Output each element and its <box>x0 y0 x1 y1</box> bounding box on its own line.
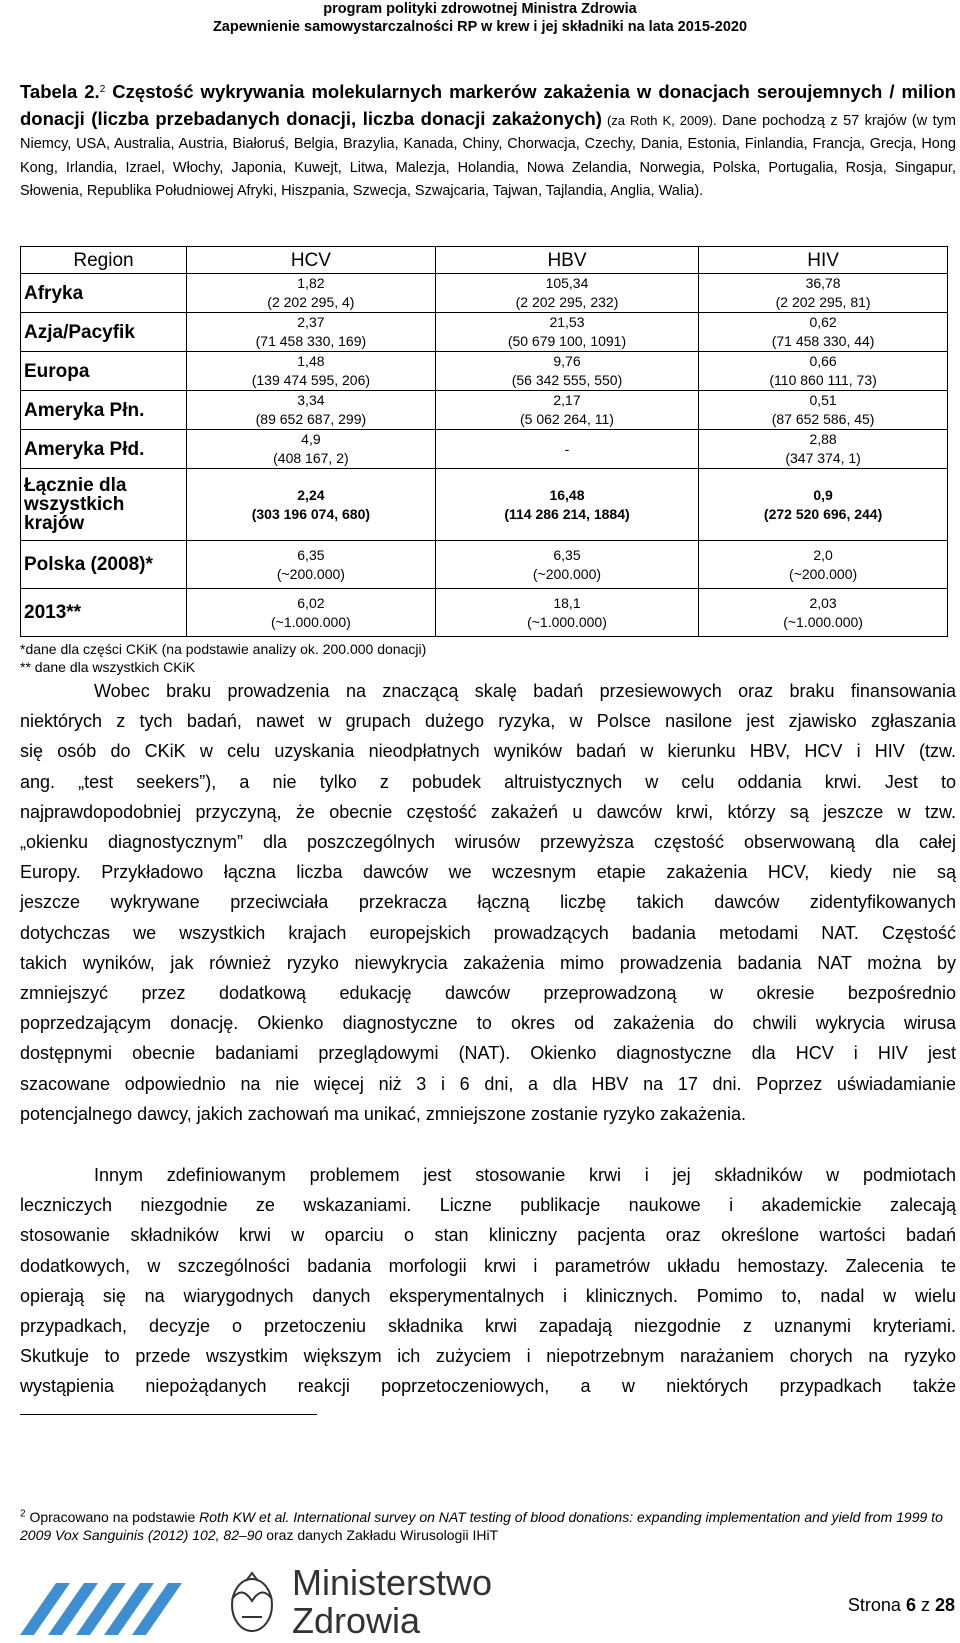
page-current: 6 <box>905 1595 916 1615</box>
cell-hbv <box>435 541 698 589</box>
col-hiv: HIV <box>699 247 948 274</box>
markers-table <box>20 246 948 637</box>
caption-text: Dane pochodzą z 57 krajów (w tym Niemcy, USA, Australia, Austria, Białoruś, Belgia, Brazylia, Kanada, Chiny, Chorwacja, Czechy, Dania, Estonia, Finlandia, Francja, Grecja, Hong Kong, Irlandia, Izrael, Włochy, Japonia, Kuwejt, Litwa, Malezja, Holandia, Nowa Zelandia, Norwegia, Polska, Portugalia, Rosja, Singapur, Słowenia, Republika Południowej Afryki, Hiszpania, Szwecja, Szwajcaria, Tajwan, Tajlandia, Anglia, Walia). <box>20 112 956 199</box>
cell-hcv <box>187 391 436 430</box>
header-program: program polityki zdrowotnej Ministra Zdrowia <box>323 1 637 17</box>
paragraph-line: ang. „test seekers”), a nie tylko z pobudek altruistycznych w celu oddania krwi. Jest to <box>20 771 956 792</box>
cell-value: 1,48 <box>297 353 325 369</box>
cell-hbv <box>435 469 698 541</box>
col-region: Region <box>21 247 187 274</box>
cell-hbv <box>435 352 698 391</box>
paragraph-line: leczniczych niezgodnie ze wskazaniami. Liczne publikacje naukowe i akademickie zalecają <box>20 1195 956 1216</box>
paragraph-line: potencjalnego dawcy, jakich zachowań ma unikać, zmniejszone zostanie ryzyko zakażenia. <box>20 1103 747 1124</box>
cell-counts: (87 652 586, 45) <box>771 411 875 427</box>
cell-value: 1,82 <box>297 275 325 291</box>
cell-value: 2,17 <box>553 392 581 408</box>
logo-text-line2: Zdrowia <box>292 1600 421 1635</box>
cell-hiv <box>699 541 948 589</box>
paragraph-line: jeszcze wykrywane przeciwciała przekracza łączną liczbę takich dawców zidentyfikowanych <box>20 892 956 913</box>
footnote <box>20 1508 956 1544</box>
footnote-prefix: Opracowano na podstawie <box>25 1509 200 1525</box>
paragraph-line: dostępnymi obecnie badaniami przeglądowymi (NAT). Okienko diagnostyczne dla HCV i HIV jest <box>20 1043 956 1064</box>
cell-hcv <box>187 313 436 352</box>
cell-value: 0,9 <box>813 486 833 503</box>
page-header <box>0 0 960 36</box>
cell-value: 36,78 <box>805 275 841 291</box>
paragraph-line: opierają się na wiarygodnych danych eksperymentalnych i klinicznych. Pomimo to, nadal w wielu <box>20 1285 956 1306</box>
cell-counts: (~200.000) <box>276 565 345 582</box>
cell-counts: (272 520 696, 244) <box>763 505 883 522</box>
page-label: Strona <box>847 1595 906 1615</box>
cell-counts: (2 202 295, 81) <box>775 294 871 310</box>
eagle-emblem-icon <box>232 1573 272 1631</box>
cell-region: Ameryka Płn. <box>21 391 187 430</box>
table-row <box>21 352 948 391</box>
cell-value: 6,02 <box>297 594 325 611</box>
cell-value: 9,76 <box>553 353 581 369</box>
cell-hiv <box>699 352 948 391</box>
page-total: 28 <box>934 1595 955 1615</box>
footnote-suffix: oraz danych Zakładu Wirusologii IHiT <box>262 1527 499 1543</box>
cell-counts: (50 679 100, 1091) <box>507 333 627 349</box>
cell-value: 2,24 <box>297 486 325 503</box>
cell-counts: (2 202 295, 4) <box>267 294 355 310</box>
cell-hiv <box>699 391 948 430</box>
paragraph-line: poprzedzającym donację. Okienko diagnostyczne to okres od zakażenia do chwili wykrycia wirusa <box>20 1013 956 1034</box>
cell-hiv <box>699 313 948 352</box>
paragraph-line: najprawdopodobniej przyczyną, że obecnie częstość zakażeń u dawców krwi, którzy są jeszcze w tzw. <box>20 801 956 822</box>
cell-value: 6,35 <box>297 546 325 563</box>
cell-hcv <box>187 352 436 391</box>
paragraph-line: niektórych z tych badań, nawet w grupach dużego ryzyka, w Polsce nasilone jest zjawisko zgłaszania <box>20 711 956 732</box>
table-caption <box>20 80 956 204</box>
cell-region: Ameryka Płd. <box>21 430 187 469</box>
cell-region: 2013** <box>21 589 187 637</box>
cell-value: 6,35 <box>553 546 581 563</box>
logo-text-line1: Ministerstwo <box>292 1562 493 1603</box>
header-title: Zapewnienie samowystarczalności RP w krew i jej składniki na lata 2015-2020 <box>212 19 748 35</box>
table-row <box>21 541 948 589</box>
footnote-citation: Roth KW et al. International survey on NAT testing of blood donations: expanding implementation and yield from 1999 to 2009 Vox Sanguinis (2012) 102, 82–90 <box>20 1509 943 1543</box>
cell-hcv <box>187 469 436 541</box>
cell-counts: (303 196 074, 680) <box>251 505 371 522</box>
caption-title: Częstość wykrywania molekularnych markerów zakażenia w donacjach seroujemnych / milion donacji (liczba przebadanych donacji, liczba donacji zakażonych) <box>20 81 956 129</box>
paragraph-line: przypadkach, decyzje o przetoczeniu składnika krwi zapadają niezgodnie z uznanymi kryteriami. <box>20 1316 956 1337</box>
cell-counts: (71 458 330, 169) <box>255 333 367 349</box>
paragraph-line: Wobec braku prowadzenia na znaczącą skalę badań przesiewowych oraz braku finansowania <box>94 681 956 701</box>
page-sep: z <box>915 1595 935 1615</box>
paragraph-line: się osób do CKiK w celu uzyskania nieodpłatnych wyników badań w kierunku HBV, HCV i HIV (tzw. <box>20 741 956 762</box>
cell-hbv <box>435 391 698 430</box>
cell-region: Azja/Pacyfik <box>21 313 187 352</box>
paragraph-line: „okienku diagnostycznym” dla poszczególnych wirusów przewyższa częstość obserwowaną dla całej <box>20 832 956 853</box>
cell-counts: (~1.000.000) <box>783 613 863 630</box>
cell-value: 0,66 <box>809 353 837 369</box>
paragraph-line: stosowanie składników krwi w oparciu o stan kliniczny pacjenta oraz określone wartości badań <box>20 1225 956 1246</box>
paragraph-line: wystąpienia niepożądanych reakcji poprzetoczeniowych, a w niektórych przypadkach także <box>20 1376 956 1397</box>
paragraph-line: zmniejszyć przez dodatkową edukację dawców przeprowadzoną w okresie bezpośrednio <box>20 983 956 1004</box>
paragraph-1 <box>20 676 956 1129</box>
cell-hbv <box>435 430 698 469</box>
table-row <box>21 589 948 637</box>
table-row <box>21 274 948 313</box>
paragraph-line: Europy. Przykładowo łączna liczba dawców we wczesnym etapie zakażenia HCV, kiedy nie są <box>20 862 956 883</box>
cell-counts: (114 286 214, 1884) <box>504 505 630 522</box>
cell-counts: (139 474 595, 206) <box>251 372 371 388</box>
cell-counts: (5 062 264, 11) <box>520 411 614 427</box>
cell-hiv <box>699 589 948 637</box>
paragraph-line: dodatkowych, w szczególności badania morfologii krwi i parametrów układu hemostazy. Zalecenia te <box>20 1255 956 1276</box>
col-hcv: HCV <box>187 247 436 274</box>
paragraph-line: takich wyników, jak również ryzyko niewykrycia zakażenia mimo prowadzenia badania NAT można by <box>20 952 956 973</box>
mz-monogram-icon <box>20 1583 182 1635</box>
caption-footnote-ref[interactable]: 2 <box>99 84 106 96</box>
table-row <box>21 391 948 430</box>
paragraph-line: szacowane odpowiednio na nie więcej niż 3 i 6 dni, a dla HBV na 17 dni. Poprzez uświadamianie <box>20 1073 956 1094</box>
cell-counts: (2 202 295, 232) <box>515 294 619 310</box>
cell-value: 105,34 <box>545 275 589 291</box>
cell-hiv <box>699 274 948 313</box>
cell-counts: (~1.000.000) <box>527 613 607 630</box>
cell-counts: (~1.000.000) <box>270 613 351 630</box>
cell-hcv <box>187 274 436 313</box>
col-hbv: HBV <box>435 247 698 274</box>
cell-counts: (~200.000) <box>789 565 858 582</box>
cell-value: 21,53 <box>549 314 585 330</box>
table-row <box>21 469 948 541</box>
ministry-logo <box>20 1555 600 1635</box>
cell-region: Łącznie dla wszystkich krajów <box>21 469 187 541</box>
cell-hiv <box>699 430 948 469</box>
paragraph-line: Innym zdefiniowanym problemem jest stosowanie krwi i jej składników w podmiotach <box>94 1165 956 1185</box>
note-1: *dane dla części CKiK (na podstawie analizy ok. 200.000 donacji) <box>20 641 427 657</box>
cell-hbv <box>435 274 698 313</box>
table-row <box>21 313 948 352</box>
cell-hcv <box>187 589 436 637</box>
footnote-separator <box>20 1414 317 1415</box>
cell-value: 0,51 <box>809 392 837 408</box>
cell-counts: (89 652 687, 299) <box>255 411 367 427</box>
cell-value: - <box>564 440 570 457</box>
footnote-number: 2 <box>20 1508 26 1520</box>
cell-region: Europa <box>21 352 187 391</box>
table-notes <box>20 640 426 676</box>
cell-value: 2,0 <box>813 546 833 563</box>
paragraph-line: Skutkuje to przede wszystkim większym ich zużyciem i niepotrzebnym narażaniem chorych na ryzyko <box>20 1346 956 1367</box>
cell-region: Afryka <box>21 274 187 313</box>
cell-value: 2,37 <box>297 314 325 330</box>
cell-counts: (110 860 111, 73) <box>769 372 877 388</box>
cell-region: Polska (2008)* <box>21 541 187 589</box>
cell-counts: (71 458 330, 44) <box>771 333 875 349</box>
cell-value: 2,03 <box>809 594 837 611</box>
cell-counts: (56 342 555, 550) <box>511 372 623 388</box>
paragraph-line: dotychczas we wszystkich krajach europejskich prowadzących badania metodami NAT. Częstość <box>20 922 956 943</box>
cell-value: 0,62 <box>809 314 837 330</box>
cell-hiv <box>699 469 948 541</box>
cell-hcv <box>187 541 436 589</box>
cell-counts: (~200.000) <box>532 565 602 582</box>
table-row <box>21 430 948 469</box>
cell-hcv <box>187 430 436 469</box>
cell-hbv <box>435 589 698 637</box>
note-2: ** dane dla wszystkich CKiK <box>20 659 196 675</box>
cell-value: 4,9 <box>301 431 321 447</box>
caption-label: Tabela 2. <box>20 81 100 102</box>
cell-hbv <box>435 313 698 352</box>
caption-source: (za Roth K, 2009). <box>601 112 717 128</box>
cell-value: 2,88 <box>809 431 837 447</box>
paragraph-2 <box>20 1160 956 1402</box>
page-number <box>848 1595 955 1616</box>
cell-value: 16,48 <box>549 486 585 503</box>
cell-counts: (408 167, 2) <box>273 450 349 466</box>
cell-counts: (347 374, 1) <box>785 450 861 466</box>
cell-value: 3,34 <box>297 392 325 408</box>
cell-value: 18,1 <box>553 594 581 611</box>
